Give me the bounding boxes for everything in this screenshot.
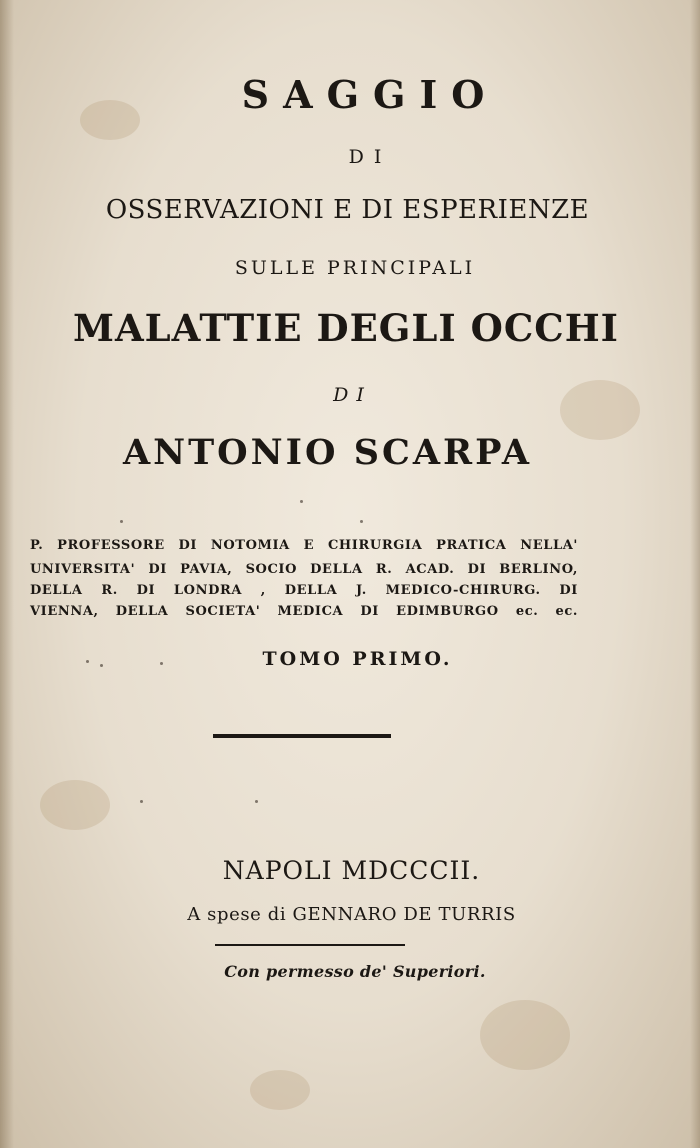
imprint-place-date: NAPOLI MDCCCII. (222, 856, 481, 885)
author-credentials-line: DELLA R. DI LONDRA , DELLA J. MEDICO-CHIRURG. DI (30, 583, 578, 598)
permission-note: Con permesso de' Superiori. (224, 962, 486, 981)
divider-rule (213, 734, 391, 738)
main-subject: MALATTIE DEGLI OCCHI (73, 306, 619, 350)
title-connector: DI (348, 146, 392, 168)
author-connector: DI (333, 384, 372, 406)
author-name: ANTONIO SCARPA (122, 432, 533, 473)
divider-rule-small (215, 944, 405, 946)
foxing-stain (250, 1070, 310, 1110)
subtitle-line-2: SULLE PRINCIPALI (234, 257, 476, 279)
author-credentials-line: P. PROFESSORE DI NOTOMIA E CHIRURGIA PRATICA NELLA' (30, 538, 578, 553)
publisher-line: A spese di GENNARO DE TURRIS (187, 904, 516, 925)
author-credentials-line: UNIVERSITA' DI PAVIA, SOCIO DELLA R. ACAD. DI BERLINO, (30, 562, 578, 577)
subtitle-line-1: OSSERVAZIONI E DI ESPERIENZE (105, 195, 590, 225)
author-credentials-line: VIENNA, DELLA SOCIETA' MEDICA DI EDIMBURGO ec. ec. (30, 604, 578, 619)
book-title: SAGGIO (241, 72, 499, 117)
foxing-stain (480, 1000, 570, 1070)
volume-label: TOMO PRIMO. (262, 648, 453, 670)
foxing-stain (40, 780, 110, 830)
